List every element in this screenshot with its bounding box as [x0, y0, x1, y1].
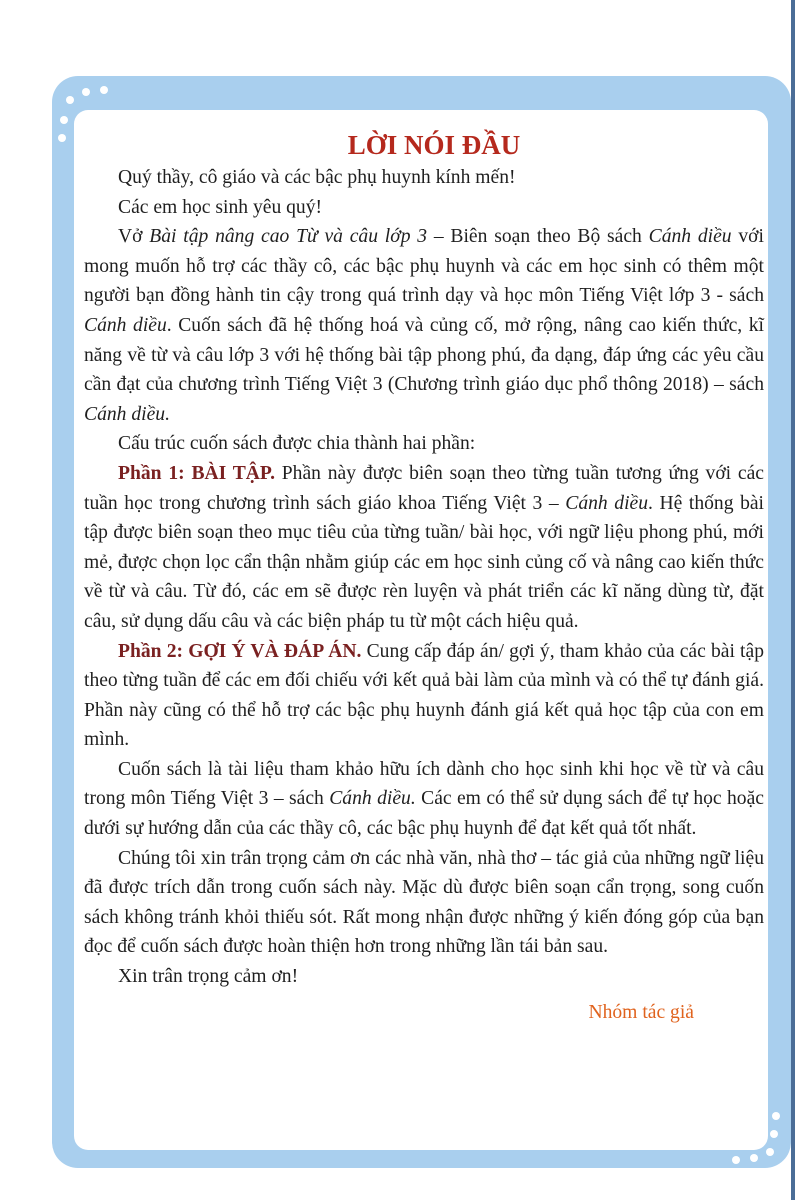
- decorative-dot: [770, 1130, 778, 1138]
- intro-text: – Biên soạn theo Bộ sách: [427, 226, 649, 248]
- page-title: LỜI NÓI ĐẦU: [347, 130, 521, 160]
- intro-text: với mong muốn hỗ trợ các thầy cô, các bậc phụ huynh và các em học sinh có thêm một người bạn đồng hành tin cậy trong quá trình dạy và học môn Tiếng Việt lớp 3 - sách: [84, 226, 764, 307]
- thanks-paragraph: Chúng tôi xin trân trọng cảm ơn các nhà văn, nhà thơ – tác giả của những ngữ liệu đã được trích dẫn trong cuốn sách này. Mặc dù được biên soạn cẩn trọng, song cuốn sách không tránh khỏi thiếu sót. Rất mong nhận được những ý kiến đóng góp của bạn đọc để cuốn sách được hoàn thiện hơn trong những lần tái bản sau.: [84, 847, 764, 958]
- structure-intro: Cấu trúc cuốn sách được chia thành hai phần:: [118, 433, 476, 455]
- decorative-dot: [766, 1148, 774, 1156]
- decorative-dot: [100, 86, 108, 94]
- part1-heading: Phần 1: BÀI TẬP.: [118, 462, 275, 484]
- part1-text: . Hệ thống bài tập được biên soạn theo mục tiêu của từng tuần/ bài học, với ngữ liệu phong phú, mới mẻ, được chọn lọc cẩn thận nhằm giúp các em học sinh củng cố và nâng cao kiến thức về từ và câu. Từ đó, các em sẽ được rèn luyện và phát triển các kĩ năng dùng từ, đặt câu, sử dụng dấu câu và các biện pháp tu từ một cách hiệu quả.: [84, 492, 765, 632]
- author-signature: Nhóm tác giả: [588, 1001, 694, 1023]
- decorative-dot: [58, 134, 66, 142]
- usage-text: Cuốn sách là tài liệu tham khảo hữu ích dành cho học sinh khi học về từ và câu trong môn Tiếng Việt 3 – sách: [84, 758, 764, 810]
- greeting-teachers: Quý thầy, cô giáo và các bậc phụ huynh kính mến!: [118, 167, 516, 188]
- series-name: Cánh diều: [648, 226, 732, 248]
- part2-text: Cung cấp đáp án/ gợi ý, tham khảo của các bài tập theo từng tuần để các em đối chiếu với kết quả bài làm của mình và có thể tự đánh giá. Phần này cũng có thể hỗ trợ các bậc phụ huynh đánh giá kết quả học tập của con em mình.: [84, 640, 764, 751]
- book-title: Bài tập nâng cao Từ và câu lớp 3: [149, 226, 428, 248]
- part1-text: Phần này được biên soạn theo từng tuần tương ứng với các tuần học trong chương trình sách giáo khoa Tiếng Việt 3 –: [84, 462, 764, 514]
- decorative-dot: [772, 1112, 780, 1120]
- preface-content: [84, 127, 764, 1027]
- decorative-dot: [732, 1156, 740, 1164]
- decorative-dot: [60, 116, 68, 124]
- series-name: Cánh diều: [84, 314, 167, 336]
- decorative-dot: [66, 96, 74, 104]
- series-name: Cánh diều: [565, 492, 649, 514]
- series-name: Cánh diều.: [84, 403, 170, 425]
- intro-text: . Cuốn sách đã hệ thống hoá và củng cố, mở rộng, nâng cao kiến thức, kĩ năng về từ và câu lớp 3 với hệ thống bài tập phong phú, đa dạng, đáp ứng các yêu cầu cần đạt của chương trình Tiếng Việt 3 (Chương trình giáo dục phổ thông 2018) – sách: [84, 314, 764, 396]
- part1-paragraph: [84, 459, 764, 637]
- page-edge: [791, 0, 795, 1200]
- part2-heading: Phần 2: GỢI Ý VÀ ĐÁP ÁN.: [118, 640, 362, 662]
- closing-line: Xin trân trọng cảm ơn!: [118, 966, 299, 988]
- decorative-dot: [750, 1154, 758, 1162]
- intro-paragraph: [84, 222, 764, 429]
- decorative-dot: [82, 88, 90, 96]
- greeting-students: Các em học sinh yêu quý!: [118, 196, 323, 218]
- part2-paragraph: [84, 637, 764, 755]
- usage-paragraph: [84, 755, 764, 844]
- intro-text: Vở: [118, 226, 150, 248]
- series-name: Cánh diều.: [329, 788, 416, 810]
- usage-text: Các em có thể sử dụng sách để tự học hoặc dưới sự hướng dẫn của các thầy cô, các bậc phụ huynh để đạt kết quả tốt nhất.: [84, 788, 764, 840]
